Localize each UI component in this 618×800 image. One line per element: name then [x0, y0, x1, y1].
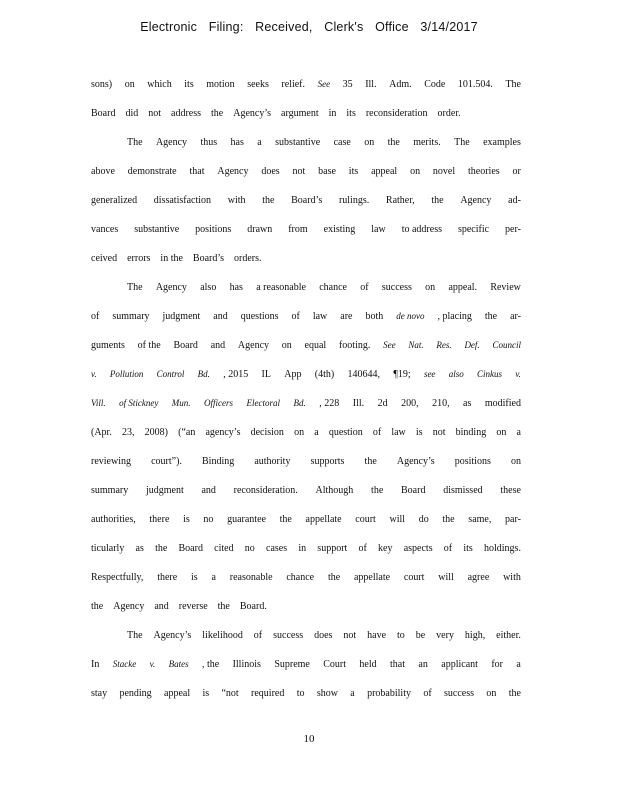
body-word: in — [328, 108, 337, 119]
body-word: 140644, — [347, 369, 381, 380]
body-word: Court — [323, 659, 347, 670]
body-word: also — [200, 282, 217, 293]
body-word: is — [183, 514, 190, 525]
body-word: either. — [496, 630, 521, 641]
body-word: The — [127, 282, 143, 293]
body-word: of — [360, 282, 369, 293]
body-word: Ill. — [365, 79, 377, 90]
body-word: does — [261, 166, 280, 177]
body-word: case — [333, 137, 351, 148]
body-word: these — [500, 485, 521, 496]
body-word: Agency — [155, 137, 188, 148]
italic-citation-word: Nat. — [408, 340, 424, 350]
body-word: Agency’s — [396, 456, 435, 467]
body-word: argument — [281, 108, 319, 119]
italic-citation-word: Control — [156, 369, 185, 379]
body-word: of — [443, 543, 453, 554]
body-word: The — [127, 137, 143, 148]
body-word: aspects — [403, 543, 433, 554]
body-word: on — [510, 456, 521, 467]
body-word: a — [516, 659, 521, 670]
body-word: demonstrate — [127, 166, 177, 177]
body-word: thus — [200, 137, 218, 148]
body-word: authority — [254, 456, 291, 467]
body-word: errors — [127, 253, 151, 264]
italic-citation-word: Stacke — [112, 659, 137, 669]
body-word: on — [364, 137, 375, 148]
italic-citation-word: Vill. — [91, 398, 106, 408]
body-word: with — [227, 195, 246, 206]
body-word: Ill. — [352, 398, 365, 409]
italic-citation-word: See — [383, 340, 396, 350]
body-word: for — [491, 659, 503, 670]
body-word: Board’s — [291, 195, 323, 206]
body-word: the — [371, 485, 384, 496]
body-word: holdings. — [484, 543, 521, 554]
electronic-filing-header: Electronic Filing: Received, Clerk's Office 3/14/2017 — [140, 20, 478, 34]
body-word: applicant — [441, 659, 478, 670]
italic-citation-word: See — [317, 79, 331, 89]
body-word: base — [318, 166, 336, 177]
italic-citation-word: v. — [515, 369, 521, 379]
body-word: and — [201, 485, 216, 496]
body-word: Respectfully, — [91, 572, 144, 583]
body-word: and — [154, 601, 169, 612]
text-line — [91, 360, 521, 389]
text-line — [91, 273, 521, 302]
italic-citation-word: de novo — [396, 311, 425, 321]
body-word: cited — [214, 543, 234, 554]
body-word: IL — [261, 369, 271, 380]
body-word: Binding — [202, 456, 235, 467]
italic-citation-word: see — [423, 369, 436, 379]
italic-citation-word: Pollution — [109, 369, 144, 379]
body-word: decision — [250, 427, 284, 438]
italic-citation-word: Def. — [464, 340, 480, 350]
body-word: that — [390, 659, 406, 670]
body-word: to — [296, 688, 305, 699]
page-number: 10 — [303, 733, 315, 745]
text-line — [91, 70, 521, 99]
body-word: chance — [319, 282, 347, 293]
body-word: on — [281, 340, 292, 351]
body-word: supports — [310, 456, 345, 467]
italic-citation-word: v. — [91, 369, 97, 379]
body-word: specific — [457, 224, 490, 235]
body-word: summary — [91, 485, 129, 496]
body-word: its — [184, 79, 194, 90]
body-word: has — [229, 282, 243, 293]
body-word: same, — [468, 514, 492, 525]
body-word: dissatisfaction — [153, 195, 212, 206]
body-word: chance — [286, 572, 315, 583]
italic-citation-word: Bd. — [197, 369, 210, 379]
body-word: 200, — [401, 398, 419, 409]
body-word: both — [365, 311, 384, 322]
body-word: agree — [467, 572, 490, 583]
text-line — [91, 650, 521, 679]
body-word: on — [294, 427, 305, 438]
body-word: ceived — [91, 253, 118, 264]
body-word: probability — [367, 688, 411, 699]
body-word: guarantee — [227, 514, 266, 525]
body-word: positions — [195, 224, 232, 235]
body-word: Adm. — [389, 79, 412, 90]
body-word: order. — [437, 108, 461, 119]
body-word: high, — [464, 630, 486, 641]
body-word: is — [415, 427, 423, 438]
body-word: a — [314, 427, 319, 438]
body-word: appellate — [305, 514, 342, 525]
body-word: (Apr. — [91, 427, 112, 438]
body-word: from — [288, 224, 308, 235]
body-word: its — [463, 543, 473, 554]
text-line — [91, 563, 521, 592]
body-word: binding — [455, 427, 487, 438]
body-word: and — [213, 311, 228, 322]
body-word: drawn — [247, 224, 273, 235]
body-word: per- — [505, 224, 521, 235]
body-word: which — [147, 79, 172, 90]
text-line — [91, 215, 521, 244]
body-word: rulings. — [338, 195, 370, 206]
body-word: , the — [201, 659, 220, 670]
body-word: vances — [91, 224, 119, 235]
body-word: The — [454, 137, 470, 148]
text-line — [91, 418, 521, 447]
body-word: ad- — [508, 195, 521, 206]
body-word: Board’s — [192, 253, 225, 264]
text-line — [91, 505, 521, 534]
body-word: of the — [137, 340, 161, 351]
body-word: on — [425, 282, 436, 293]
body-word: of — [91, 311, 100, 322]
text-line — [91, 389, 521, 418]
body-word: orders. — [234, 253, 262, 264]
body-word: of — [253, 630, 263, 641]
body-word: court — [355, 514, 376, 525]
body-word: on — [124, 79, 135, 90]
body-word: agency’s — [205, 427, 241, 438]
body-word: Code — [424, 79, 446, 90]
text-line — [91, 476, 521, 505]
body-word: no — [203, 514, 214, 525]
body-word: the — [387, 137, 400, 148]
body-word: Board — [173, 340, 198, 351]
body-word: success — [444, 688, 475, 699]
italic-citation-word: Officers — [204, 398, 234, 408]
body-word: dismissed — [443, 485, 483, 496]
body-word: of — [291, 311, 300, 322]
document-body — [91, 70, 521, 708]
body-word: will — [389, 514, 406, 525]
body-word: likelihood — [202, 630, 243, 641]
body-word: held — [359, 659, 377, 670]
italic-citation-word: Mun. — [171, 398, 191, 408]
text-line — [91, 331, 521, 360]
text-line — [91, 302, 521, 331]
body-word: Board — [401, 485, 426, 496]
body-word: Agency — [217, 166, 249, 177]
body-word: very — [436, 630, 454, 641]
body-word: existing — [323, 224, 356, 235]
body-word: Agency’s — [153, 630, 192, 641]
body-word: its — [346, 108, 356, 119]
body-word: a — [257, 137, 262, 148]
body-word: with — [503, 572, 521, 583]
body-word: , 2015 — [223, 369, 249, 380]
body-word: address — [171, 108, 202, 119]
body-word: judgment — [162, 311, 201, 322]
body-word: on — [496, 427, 507, 438]
body-word: ticularly — [91, 543, 125, 554]
body-word: reconsideration — [365, 108, 428, 119]
body-word: stay — [91, 688, 108, 699]
body-word: ¶19; — [393, 369, 411, 380]
body-word: on — [410, 166, 421, 177]
body-word: support — [317, 543, 348, 554]
text-line — [91, 679, 521, 708]
body-word: theories — [468, 166, 500, 177]
body-word: appeal — [164, 688, 191, 699]
body-word: authorities, — [91, 514, 136, 525]
body-word: reverse — [178, 601, 208, 612]
text-line — [91, 244, 521, 273]
body-word: relief. — [281, 79, 306, 90]
body-word: of — [423, 688, 432, 699]
body-word: in — [298, 543, 307, 554]
body-word: 2d — [377, 398, 388, 409]
body-word: to — [397, 630, 405, 641]
body-word: positions — [454, 456, 491, 467]
body-word: Agency — [155, 282, 187, 293]
body-word: modified — [484, 398, 521, 409]
body-word: an — [418, 659, 428, 670]
body-word: reviewing — [91, 456, 131, 467]
body-word: questions — [240, 311, 279, 322]
body-word: or — [512, 166, 521, 177]
body-word: law — [371, 224, 386, 235]
body-word: a reasonable — [256, 282, 306, 293]
body-word: 35 — [342, 79, 353, 90]
italic-citation-word: Bates — [168, 659, 189, 669]
body-word: The — [505, 79, 521, 90]
body-word: there — [157, 572, 178, 583]
body-word: do — [418, 514, 429, 525]
text-line — [91, 621, 521, 650]
body-word: success — [273, 630, 304, 641]
body-word: “not — [221, 688, 239, 699]
text-line — [91, 592, 521, 621]
body-word: In — [91, 659, 100, 670]
body-word: The — [127, 630, 143, 641]
body-word: court — [403, 572, 425, 583]
body-word: summary — [112, 311, 150, 322]
body-word: Rather, — [385, 195, 415, 206]
body-word: no — [244, 543, 255, 554]
body-word: equal — [304, 340, 327, 351]
body-word: question — [328, 427, 363, 438]
body-word: the — [279, 514, 292, 525]
body-word: sons) — [91, 79, 113, 90]
body-word: merits. — [413, 137, 441, 148]
body-word: motion — [206, 79, 235, 90]
body-word: law — [312, 311, 328, 322]
body-word: Although — [315, 485, 354, 496]
body-word: appeal. — [448, 282, 478, 293]
body-word: Review — [490, 282, 521, 293]
body-word: pending — [119, 688, 152, 699]
body-word: footing. — [338, 340, 371, 351]
italic-citation-word: Cinkus — [477, 369, 503, 379]
body-word: the — [484, 311, 498, 322]
body-word: Agency — [113, 601, 145, 612]
text-line — [91, 186, 521, 215]
body-word: App — [284, 369, 302, 380]
body-word: 210, — [432, 398, 450, 409]
body-word: above — [91, 166, 115, 177]
body-word: substantive — [134, 224, 180, 235]
body-word: the — [91, 601, 104, 612]
body-word: substantive — [275, 137, 321, 148]
body-word: is — [191, 572, 198, 583]
body-word: key — [378, 543, 393, 554]
body-word: 2008) — [144, 427, 168, 438]
italic-citation-word: of Stickney — [119, 398, 159, 408]
body-word: required — [251, 688, 285, 699]
body-word: Board. — [239, 601, 267, 612]
body-word: the — [442, 514, 455, 525]
body-word: the — [155, 543, 168, 554]
body-word: judgment — [145, 485, 184, 496]
body-word: on — [486, 688, 497, 699]
body-word: (“an — [178, 427, 196, 438]
body-word: , placing — [437, 311, 472, 322]
body-word: Supreme — [274, 659, 310, 670]
body-word: par- — [505, 514, 521, 525]
body-word: reconsideration. — [233, 485, 298, 496]
body-word: is — [202, 688, 210, 699]
body-word: and — [210, 340, 226, 351]
text-line — [91, 534, 521, 563]
body-word: appellate — [353, 572, 391, 583]
body-word: the — [508, 688, 521, 699]
italic-citation-word: Council — [492, 340, 521, 350]
body-word: court”). — [151, 456, 182, 467]
body-word: there — [149, 514, 170, 525]
body-word: the — [431, 195, 444, 206]
body-word: 101.504. — [457, 79, 493, 90]
body-word: a — [211, 572, 216, 583]
body-word: did — [125, 108, 139, 119]
body-word: appeal — [371, 166, 398, 177]
body-word: the — [364, 456, 377, 467]
italic-citation-word: also — [448, 369, 464, 379]
body-word: examples — [483, 137, 521, 148]
body-word: not — [292, 166, 306, 177]
body-word: as — [135, 543, 144, 554]
body-word: has — [230, 137, 244, 148]
body-word: to address — [401, 224, 442, 235]
body-word: as — [463, 398, 472, 409]
body-word: success — [381, 282, 412, 293]
body-word: have — [367, 630, 387, 641]
body-word: cases — [266, 543, 288, 554]
text-line — [91, 157, 521, 186]
body-word: the — [217, 601, 230, 612]
body-word: the — [262, 195, 275, 206]
body-word: novel — [432, 166, 456, 177]
italic-citation-word: Electoral — [246, 398, 281, 408]
italic-citation-word: v. — [149, 659, 156, 669]
body-word: Illinois — [232, 659, 261, 670]
text-line — [91, 128, 521, 157]
body-word: Agency’s — [233, 108, 272, 119]
body-word: of — [358, 543, 367, 554]
body-word: will — [438, 572, 454, 583]
body-word: ar- — [510, 311, 521, 322]
body-word: not — [432, 427, 446, 438]
body-word: a — [516, 427, 521, 438]
body-word: law — [391, 427, 406, 438]
body-word: Board — [178, 543, 203, 554]
body-word: (4th) — [314, 369, 335, 380]
body-word: be — [415, 630, 426, 641]
body-word: not — [343, 630, 357, 641]
body-word: are — [340, 311, 353, 322]
body-word: its — [348, 166, 359, 177]
body-word: the — [327, 572, 341, 583]
body-word: of — [372, 427, 382, 438]
body-word: in the — [160, 253, 183, 264]
text-line — [91, 447, 521, 476]
body-word: , 228 — [319, 398, 340, 409]
body-word: generalized — [91, 195, 138, 206]
body-word: not — [148, 108, 162, 119]
body-word: that — [189, 166, 205, 177]
body-word: does — [314, 630, 333, 641]
body-word: Board — [91, 108, 116, 119]
body-word: a — [350, 688, 355, 699]
body-word: guments — [91, 340, 125, 351]
italic-citation-word: Res. — [436, 340, 452, 350]
body-word: show — [316, 688, 338, 699]
body-word: 23, — [121, 427, 135, 438]
body-word: Agency — [237, 340, 270, 351]
body-word: reasonable — [229, 572, 273, 583]
body-word: Agency — [460, 195, 492, 206]
text-line — [91, 99, 521, 128]
italic-citation-word: Bd. — [293, 398, 306, 408]
body-word: the — [211, 108, 224, 119]
body-word: seeks — [247, 79, 269, 90]
